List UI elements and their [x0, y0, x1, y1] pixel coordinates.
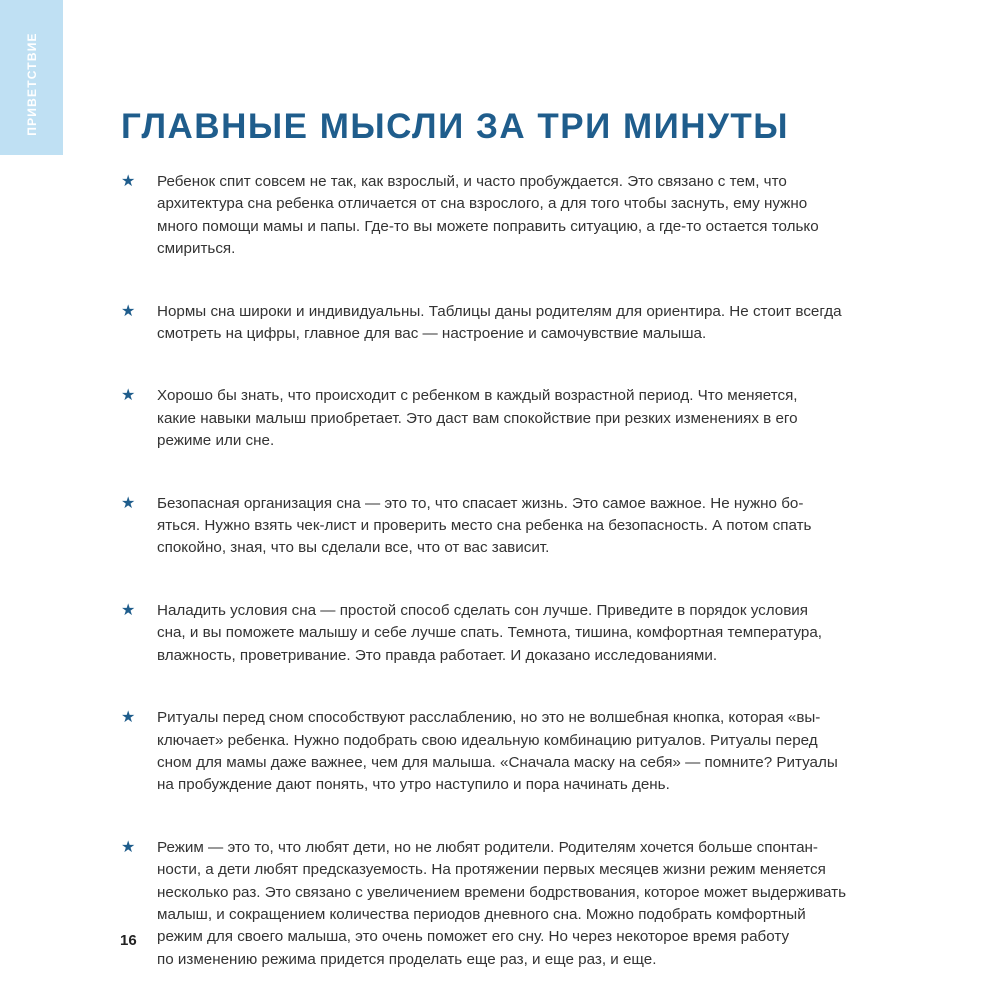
text-line: Хорошо бы знать, что происходит с ребенком в каждый возрастной период. Что меняется, [157, 387, 798, 405]
text-line: смириться. [157, 240, 236, 258]
text-line: много помощи мамы и папы. Где-то вы можете поправить ситуацию, а где-то остается только [157, 217, 819, 235]
key-point-item [121, 493, 891, 560]
star-icon: ★ [121, 838, 136, 856]
key-point-text [157, 707, 891, 797]
key-point-text [157, 837, 891, 971]
text-line: влажность, проветривание. Это правда работает. И доказано исследованиями. [157, 646, 718, 664]
text-line: ключает» ребенка. Нужно подобрать свою идеальную комбинацию ритуалов. Ритуалы перед [157, 731, 818, 749]
text-line: малыш, и сокращением количества периодов дневного сна. Можно подобрать комфортный [157, 905, 806, 923]
page-number: 16 [120, 932, 137, 949]
text-line: яться. Нужно взять чек-лист и проверить место сна ребенка на безопасность. А потом спать [157, 517, 812, 535]
text-line: смотреть на цифры, главное для вас — настроение и самочувствие малыша. [157, 325, 707, 343]
text-line: по изменению режима придется проделать еще раз, и еще раз, и еще. [157, 950, 657, 968]
text-line: Безопасная организация сна — это то, что спасает жизнь. Это самое важное. Не нужно бо- [157, 494, 804, 512]
key-points-list [121, 171, 891, 971]
key-point-item [121, 385, 891, 452]
key-point-text [157, 385, 891, 452]
section-side-tab [0, 0, 63, 155]
star-icon: ★ [121, 601, 136, 619]
star-icon: ★ [121, 709, 136, 727]
text-line: Ритуалы перед сном способствуют расслаблению, но это не волшебная кнопка, которая «вы- [157, 709, 821, 727]
key-point-text [157, 493, 891, 560]
text-line: на пробуждение дают понять, что утро наступило и пора начинать день. [157, 776, 670, 794]
star-icon: ★ [121, 494, 136, 512]
key-point-item [121, 600, 891, 667]
key-point-text [157, 171, 891, 261]
key-point-item [121, 837, 891, 971]
text-line: архитектура сна ребенка отличается от сна взрослого, а для того чтобы заснуть, ему нужно [157, 195, 808, 213]
text-line: Нормы сна широки и индивидуальны. Таблицы даны родителям для ориентира. Не стоит всегда [157, 302, 842, 320]
text-line: сна, и вы поможете малышу и себе лучше спать. Темнота, тишина, комфортная температура, [157, 624, 823, 642]
star-icon: ★ [121, 173, 136, 190]
key-point-item [121, 171, 891, 261]
text-line: Режим — это то, что любят дети, но не любят родители. Родителям хочется больше спонтан- [157, 838, 818, 856]
key-point-text [157, 301, 891, 346]
key-point-item [121, 707, 891, 797]
text-line: Наладить условия сна — простой способ сделать сон лучше. Приведите в порядок условия [157, 601, 809, 619]
text-line: сном для мамы даже важнее, чем для малыша. «Сначала маску на себя» — помните? Ритуалы [157, 753, 838, 771]
page-title: ГЛАВНЫЕ МЫСЛИ ЗА ТРИ МИНУТЫ [121, 107, 789, 146]
text-line: ности, а дети любят предсказуемость. На протяжении первых месяцев жизни режим меняется [157, 861, 826, 879]
star-icon: ★ [121, 387, 136, 405]
star-icon: ★ [121, 302, 136, 320]
text-line: Ребенок спит совсем не так, как взрослый, и часто пробуждается. Это связано с тем, что [157, 173, 787, 190]
text-line: несколько раз. Это связано с увеличением времени бодрствования, которое может выдерживать [157, 883, 847, 901]
section-label: ПРИВЕТСТВИЕ [25, 32, 39, 136]
text-line: какие навыки малыш приобретает. Это даст вам спокойствие при резких изменениях в его [157, 409, 798, 427]
key-point-text [157, 600, 891, 667]
text-line: режиме или сне. [157, 432, 275, 450]
text-line: режим для своего малыша, это очень поможет его сну. Но через некоторое время работу [157, 928, 790, 946]
text-line: спокойно, зная, что вы сделали все, что от вас зависит. [157, 539, 550, 557]
key-point-item [121, 301, 891, 346]
